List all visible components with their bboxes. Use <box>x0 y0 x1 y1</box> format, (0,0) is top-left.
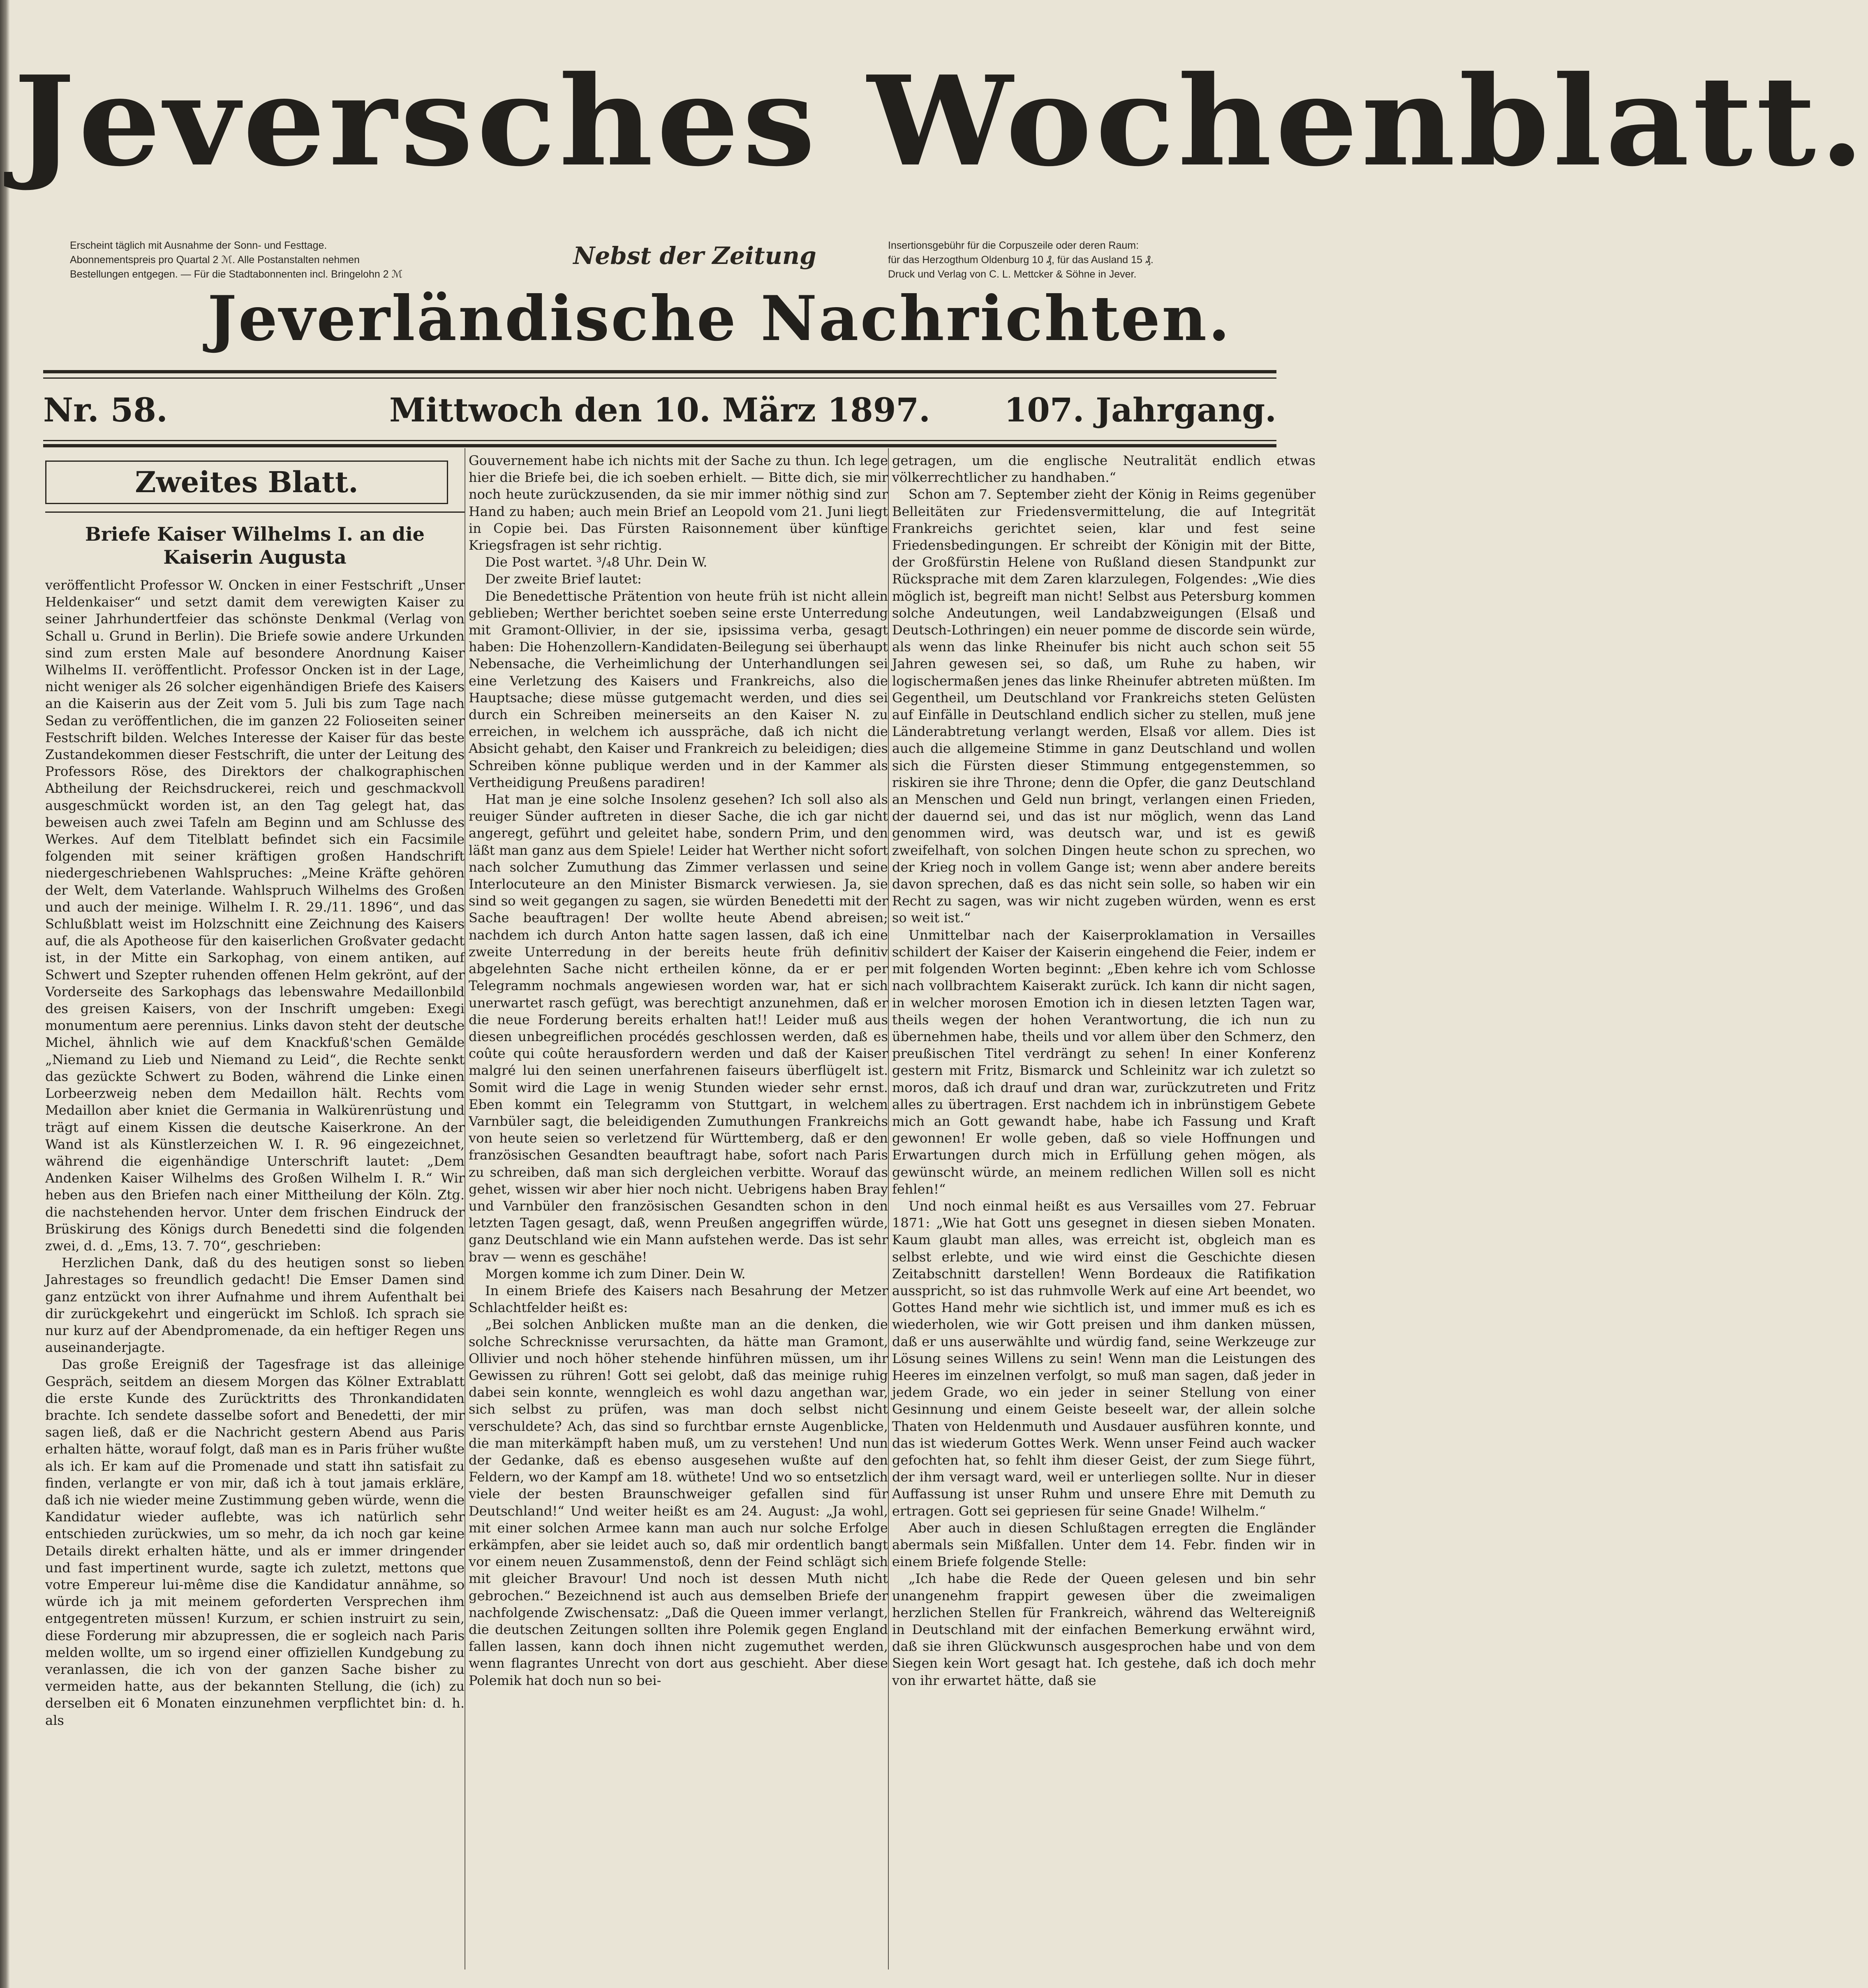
section-label: Zweites Blatt. <box>45 461 448 504</box>
issue-number: Nr. 58. <box>43 391 168 429</box>
issue-year: 107. Jahrgang. <box>1004 391 1276 429</box>
section-rule <box>45 511 465 513</box>
imprint-right-line: Druck und Verlag von C. L. Mettcker & Söhne in Jever. <box>888 268 1137 280</box>
imprint-left-line: Bestellungen entgegen. — Für die Stadtabonnenten incl. Bringelohn 2 ℳ <box>70 268 403 280</box>
imprint-left-line: Erscheint täglich mit Ausnahme der Sonn- und Festtage. <box>70 240 327 251</box>
page-edge <box>0 0 10 1988</box>
header-rule <box>43 370 1276 373</box>
paragraph: Gouvernement habe ich nichts mit der Sache zu thun. Ich lege hier die Briefe bei, die ich soeben erhielt. — Bitte dich, sie mir noch heute zurückzusenden, da sie mir immer nöthig sind zur Hand zu haben; auch mein Brief an Leopold vom 21. Juni liegt in Copie bei. Das Fürsten Raisonnement über künftige Kriegsfragen ist sehr richtig. <box>469 453 888 553</box>
paragraph: Die Benedettische Prätention von heute früh ist nicht allein geblieben; Werther berichtet soeben seine erste Unterredung mit Gramont-Ollivier, in der sie, ipsissima verba, gesagt haben: Die Hohenzollern-Kandidaten-Beilegung sei überhaupt Nebensache, die Verheimlichung der Unterhandlungen sei eine Verletzung des Kaisers und Frankreichs, also die Hauptsache; diese müsse gutgemacht werden, und dies sei durch ein Schreiben meinerseits an den Kaiser N. zu erreichen, in welchem ich ausspräche, daß ich nicht die Absicht gehabt, den Kaiser und Frankreich zu beleidigen; dies Schreiben könne publique werden und in der Kammer als Vertheidigung Preußens paradiren! <box>469 588 888 790</box>
paragraph: „Ich habe die Rede der Queen gelesen und bin sehr unangenehm frappirt gewesen über die zweimaligen herzlichen Stellen für Frankreich, während das Weltereigniß in Deutschland mit der einfachen Bemerkung erwähnt wird, daß sie ihren Glückwunsch ausgesprochen habe und von dem Siegen kein Wort gesagt hat. Ich gestehe, daß ich doch mehr von ihr erwartet hätte, daß sie <box>892 1571 1315 1688</box>
paragraph: Hat man je eine solche Insolenz gesehen? Ich soll also als reuiger Sünder auftreten in dieser Sache, die ich gar nicht angeregt, geführt und geleitet habe, sondern Prim, und den läßt man ganz aus dem Spiele! Leider hat Werther nicht sofort nach solcher Zumuthung das Zimmer verlassen und seine Interlocuteure an den Minister Bismarck verwiesen. Ja, sie sind so weit gegangen zu sagen, sie würden Benedetti mit der Sache beauftragen! Der wollte heute Abend abreisen; nachdem ich durch Anton hatte sagen lassen, daß ich eine zweite Unterredung in der bereits heute früh definitiv abgelehnten Sache nicht ertheilen könne, da er er per Telegramm nochmals angewiesen worden war, hat er sich unerwartet rasch gefügt, was berechtigt anzunehmen, daß er die neue Forderung bereits erhalten hat!! Leider muß aus diesen unbegreiflichen procédés geschlossen werden, daß es coûte qui coûte herausfordern werden und daß der Kaiser malgré lui den seinen unerfahrenen faiseurs überflügelt ist. Somit wird die Lage in wenig Stunden wieder sehr ernst. Eben kommt ein Telegramm von Stuttgart, in welchem Varnbüler sagt, die beleidigenden Zumuthungen Frankreichs von heute seien so verletzend für Württemberg, daß er den französischen Gesandten beauftragt habe, sofort nach Paris zu schreiben, daß man sich dergleichen verbitte. Worauf das gehet, wissen wir aber hier noch nicht. Uebrigens haben Bray und Varnbüler den französischen Gesandten schon in den letzten Tagen gesagt, daß, wenn Preußen angegriffen würde, ganz Deutschland wie ein Mann aufstehen werde. Das ist sehr brav — wenn es geschähe! <box>469 791 888 1265</box>
imprint-center: Nebst der Zeitung <box>573 242 816 270</box>
paragraph: veröffentlicht Professor W. Oncken in einer Festschrift „Unser Heldenkaiser“ und setzt damit dem verewigten Kaiser zu seiner Jahrhundertfeier das schönste Denkmal (Verlag von Schall u. Grund in Berlin). Die Briefe sowie andere Urkunden sind zum ersten Male auf besondere Anordnung Kaiser Wilhelms II. veröffentlicht. Professor Oncken ist in der Lage, nicht weniger als 26 solcher eigenhändigen Briefe des Kaisers an die Kaiserin aus der Zeit vom 5. Juli bis zum Tage nach Sedan zu veröffentlichen, die im ganzen 22 Folioseiten seiner Festschrift bilden. Welches Interesse der Kaiser für das beste Zustandekommen dieser Festschrift, die unter der Leitung des Professors Röse, des Direktors der chalkographischen Abtheilung der Reichsdruckerei, reich und geschmackvoll ausgeschmückt worden ist, an den Tag gelegt hat, das beweisen auch zwei Tafeln am Beginn und am Schlusse des Werkes. Auf dem Titelblatt befindet sich ein Facsimile folgenden mit seiner kräftigen großen Handschrift niedergeschriebenen Wahlspruches: „Meine Kräfte gehören der Welt, dem Vaterlande. Wahlspruch Wilhelms des Großen und auch der meinige. Wilhelm I. R. 29./11. 1896“, und das Schlußblatt weist im Holzschnitt eine Zeichnung des Kaisers auf, die als Apotheose für den kaiserlichen Großvater gedacht ist, in der Mitte ein Sarkophag, von einem antiken, auf Schwert und Szepter ruhenden offenen Helm gekrönt, auf der Vorderseite des Sarkophags das lebenswahre Medaillonbild des greisen Kaisers, von der Inschrift umgeben: Exegi monumentum aere perennius. Links davon steht der deutsche Michel, ähnlich wie auf dem Knackfuß'schen Gemälde „Niemand zu Lieb und Niemand zu Leid“, die Rechte senkt das gezückte Schwert zu Boden, während die Linke einen Lorbeerzweig neben dem Medaillon hält. Rechts vom Medaillon aber kniet die Germania in Walkürenrüstung und trägt auf einem Kissen die deutsche Kaiserkrone. An der Wand ist als Künstlerzeichen W. I. R. 96 eingezeichnet, während die eigenhändige Unterschrift lautet: „Dem Andenken Kaiser Wilhelms des Großen Wilhelm I. R.“ Wir heben aus den Briefen nach einer Mittheilung der Köln. Ztg. die nachstehenden hervor. Unter dem frischen Eindruck der Brüskirung des Königs durch Benedetti sind die folgenden zwei, d. d. „Ems, 13. 7. 70“, geschrieben: <box>45 577 465 1254</box>
imprint-right-line: Insertionsgebühr für die Corpuszeile oder deren Raum: <box>888 240 1139 251</box>
signature-line: Die Post wartet. ³/₄8 Uhr. Dein W. <box>485 554 707 570</box>
column-2 <box>469 452 888 1689</box>
imprint-right-line: für das Herzogthum Oldenburg 10 ₰, für das Ausland 15 ₰. <box>888 254 1154 266</box>
paragraph: Schon am 7. September zieht der König in Reims gegenüber Belleitäten zur Friedensvermittelung, die auf Integrität Frankreichs gerichtet seien, klar und fest seine Friedensbedingungen. Er schreibt der Königin mit der Bitte, der Großfürstin Helene von Rußland diesen Standpunkt zur Rücksprache mit dem Zaren klarzulegen, Folgendes: „Wie dies möglich ist, begreift man nicht! Selbst aus Petersburg kommen solche Andeutungen, weil Landabzweigungen (Elsaß und Deutsch-Lothringen) ein neuer pomme de discorde sein würde, als wenn das linke Rheinufer bis nicht auch schon seit 55 Jahren gewesen sei, so daß, um Ruhe zu haben, wir logischermaßen jenes das linke Rheinufer abtreten müßten. Im Gegentheil, um Deutschland vor Frankreichs steten Gelüsten auf Einfälle in Deutschland endlich sicher zu stellen, muß jene Länderabtretung verlangt werden, Elsaß vor allem. Dies ist auch die allgemeine Stimme in ganz Deutschland und wollen sich die Fürsten dieser Stimmung entgegenstemmen, so riskiren sie ihre Throne; denn die Opfer, die ganz Deutschland an Menschen und Geld nun bringt, verlangen einen Frieden, der dauernd sei, und das ist nur möglich, wenn das Land genommen wird, was deutsch war, und ist es gewiß zweifelhaft, von solchen Dingen heute schon zu sprechen, wo der Krieg noch in vollem Gange ist; wenn aber andere bereits davon sprechen, daß es das nicht sein solle, so haben wir ein Recht zu sagen, was wir nicht zugeben würden, wenn es erst so weit ist.“ <box>892 486 1315 926</box>
paragraph: getragen, um die englische Neutralität endlich etwas völkerrechtlicher zu handhaben.“ <box>892 453 1315 486</box>
column-3 <box>892 452 1315 1689</box>
paragraph: Unmittelbar nach der Kaiserproklamation in Versailles schildert der Kaiser der Kaiserin eingehend die Feier, indem er mit folgenden Worten beginnt: „Eben kehre ich vom Schlosse nach vollbrachtem Kaiserakt zurück. Ich kann dir nicht sagen, in welcher morosen Emotion ich in diesen letzten Tagen war, theils wegen der hohen Verantwortung, die ich nun zu übernehmen habe, theils und vor allem über den Schmerz, den preußischen Titel verdrängt zu sehen! In einer Konferenz gestern mit Fritz, Bismarck und Schleinitz war ich zuletzt so moros, daß ich drauf und dran war, zurückzutreten und Fritz alles zu übertragen. Erst nachdem ich in inbrünstigem Gebete mich an Gott gewandt habe, habe ich Fassung und Kraft gewonnen! Er wolle geben, daß so viele Hoffnungen und Erwartungen durch mich in Erfüllung gehen mögen, als gewünscht würde, an meinem redlichen Willen soll es nicht fehlen!“ <box>892 927 1315 1197</box>
paragraph: In einem Briefe des Kaisers nach Besahrung der Metzer Schlachtfelder heißt es: <box>469 1282 888 1316</box>
paragraph: Herzlichen Dank, daß du des heutigen sonst so lieben Jahrestages so freundlich gedacht! Die Emser Damen sind ganz entzückt von ihrer Aufnahme und ihrem Aufenthalt bei dir zurückgekehrt und eingerückt im Schloß. Ich sprach sie nur kurz auf der Abendpromenade, da ein heftiger Regen uns auseinanderjagte. <box>45 1255 465 1356</box>
article-title: Briefe Kaiser Wilhelms I. an die Kaiserin Augusta <box>85 523 425 568</box>
header-rule <box>43 444 1276 447</box>
imprint-left-line: Abonnementspreis pro Quartal 2 ℳ. Alle Postanstalten nehmen <box>70 254 360 266</box>
paragraph: Und noch einmal heißt es aus Versailles vom 27. Februar 1871: „Wie hat Gott uns gesegnet in diesen sieben Monaten. Kaum glaubt man alles, was erreicht ist, obgleich man es selbst erlebte, und wie wird einst die Geschichte diesen Zeitabschnitt darstellen! Wenn Bordeaux die Ratifikation ausspricht, so ist das ruhmvolle Werk auf eine Art beendet, wo Gottes Hand mehr wie sichtlich ist, und immer muß es ich es wiederholen, wie wir Gott preisen und ihm danken müssen, daß er uns auserwählte und würdig fand, seine Werkzeuge zur Lösung seines Willens zu sein! Wenn man die Leistungen des Heeres im einzelnen verfolgt, so muß man sagen, daß jeder in jedem Grade, wo ein jeder in seiner Stellung von einer Gesinnung und einem Geiste beseelt war, der allein solche Thaten von Heldenmuth und Ausdauer ausführen konnte, und das ist wiederum Gottes Werk. Wenn unser Feind auch wacker gefochten hat, so fehlt ihm dieser Geist, der zum Siege führt, der ihm versagt ward, weil er unterliegen sollte. Nur in dieser Auffassung ist unser Ruhm und unsere Ehre mit Demuth zu ertragen. Gott sei gepriesen für seine Gnade! Wilhelm.“ <box>892 1198 1315 1519</box>
paragraph: Aber auch in diesen Schlußtagen erregten die Engländer abermals sein Mißfallen. Unter dem 14. Febr. finden wir in einem Briefe folgende Stelle: <box>892 1520 1315 1570</box>
masthead-title: Jeversches Wochenblatt. <box>14 49 1868 194</box>
masthead-subtitle: Jeverländische Nachrichten. <box>207 282 1232 355</box>
issue-bar <box>43 386 1276 434</box>
header-rule <box>43 440 1276 441</box>
issue-date: Mittwoch den 10. März 1897. <box>389 391 930 429</box>
column-1 <box>45 452 465 1729</box>
paragraph: Der zweite Brief lautet: <box>485 571 642 587</box>
header-rule <box>43 377 1276 379</box>
paragraph: Das große Ereigniß der Tagesfrage ist das alleinige Gespräch, seitdem an diesem Morgen das Kölner Extrablatt die erste Kunde des Zurücktritts des Thronkandidaten brachte. Ich sendete dasselbe sofort and Benedetti, der mir sagen ließ, daß er die Nachricht gestern Abend aus Paris erhalten hätte, worauf folgt, daß man es in Paris früher wußte als ich. Er kam auf die Promenade und statt ihn satisfait zu finden, verlangte er von mir, daß ich à tout jamais erkläre, daß ich nie wieder meine Zustimmung geben würde, wenn die Kandidatur wieder auflebte, was ich natürlich sehr entschieden zurückwies, um so mehr, da ich noch gar keine Details direkt erhalten hätte, und als er immer dringender und fast impertinent wurde, sagte ich zuletzt, mettons que votre Empereur lui-même dise die Kandidatur annähme, so würde ich ja mit meinem geforderten Versprechen ihm entgegentreten müssen! Kurzum, er schien instruirt zu sein, diese Forderung mir abzupressen, die er sogleich nach Paris melden wollte, um so irgend einer offiziellen Kundgebung zu veranlassen, die ich von der ganzen Sache bisher zu vermeiden hatte, aus der bekannten Stellung, die (ich) zu derselben eit 6 Monaten einzunehmen verpflichtet bin: d. h. als <box>45 1356 465 1728</box>
signature-line: Morgen komme ich zum Diner. Dein W. <box>485 1266 746 1282</box>
column-rule <box>888 448 889 1969</box>
paragraph: „Bei solchen Anblicken mußte man an die denken, die solche Schrecknisse verursachten, da hätte man Gramont, Ollivier und noch höher stehende hinführen müssen, um ihr Gewissen zu rühren! Gott sei gelobt, daß das meinige ruhig dabei sein konnte, wenngleich es wohl dazu angethan war, sich selbst zu prüfen, was man doch selbst nicht verschuldete? Ach, das sind so furchtbar ernste Augenblicke, die man miterkämpft haben muß, um zu verstehen! Und nun der Gedanke, daß es ebenso ausgesehen wußte auf den Feldern, wo der Kampf am 18. wüthete! Und wo so entsetzlich viele der besten Braunschweiger gefallen sind für Deutschland!“ Und weiter heißt es am 24. August: „Ja wohl, mit einer solchen Armee kann man auch nur solche Erfolge erkämpfen, aber sie leidet auch so, daß mir ordentlich bangt vor einem neuen Zusammenstoß, denn der Feind schlägt sich mit gleicher Bravour! Und noch ist dessen Muth nicht gebrochen.“ Bezeichnend ist auch aus demselben Briefe der nachfolgende Zwischensatz: „Daß die Queen immer verlangt, die deutschen Zeitungen sollten ihre Polemik gegen England fallen lassen, kann doch ihnen nicht zugemuthet werden, wenn flagrantes Unrecht von dort aus geschieht. Aber diese Polemik hat doch nun so bei- <box>469 1317 888 1688</box>
